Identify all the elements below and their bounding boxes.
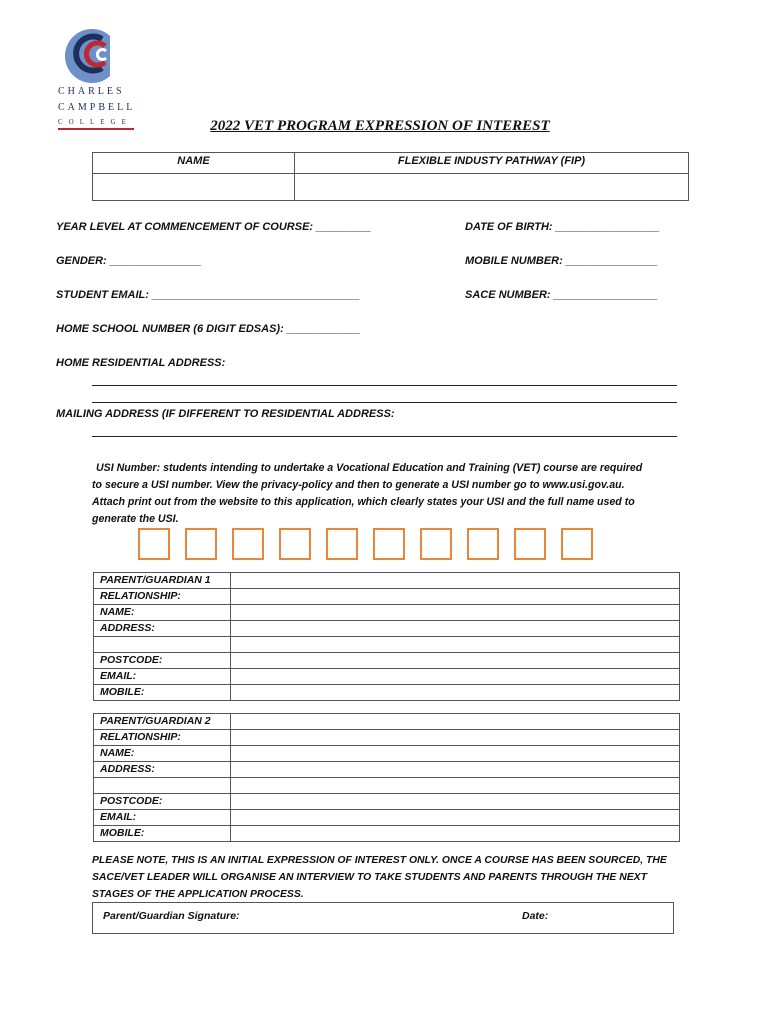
guardian-2-email-input[interactable] bbox=[230, 810, 679, 826]
home-address-line-1[interactable] bbox=[92, 385, 677, 386]
guardian-2-heading: PARENT/GUARDIAN 2 bbox=[94, 714, 231, 730]
guardian-2-heading-value[interactable] bbox=[230, 714, 679, 730]
name-header: NAME bbox=[93, 153, 295, 174]
usi-line-1: USI Number: students intending to undertake a Vocational Education and Training (VET) course are required bbox=[96, 462, 643, 474]
guardian-1-address-extra bbox=[94, 637, 231, 653]
guardian-2-mobile-label: MOBILE: bbox=[94, 826, 231, 842]
guardian-1-relationship-input[interactable] bbox=[230, 589, 679, 605]
college-logo bbox=[58, 22, 138, 132]
eoi-note bbox=[92, 852, 692, 903]
usi-box-6[interactable] bbox=[373, 528, 405, 560]
student-email-field[interactable]: STUDENT EMAIL: __________________________________ bbox=[56, 289, 360, 301]
signature-label: Parent/Guardian Signature: bbox=[103, 910, 240, 922]
note-line-3: STAGES OF THE APPLICATION PROCESS. bbox=[92, 889, 304, 900]
note-line-1: PLEASE NOTE, THIS IS AN INITIAL EXPRESSION OF INTEREST ONLY. ONCE A COURSE HAS BEEN SOURCED, THE bbox=[92, 855, 667, 866]
guardian-2-address-input[interactable] bbox=[230, 762, 679, 778]
guardian-1-postcode-input[interactable] bbox=[230, 653, 679, 669]
guardian-1-heading: PARENT/GUARDIAN 1 bbox=[94, 573, 231, 589]
guardian-2-address-label: ADDRESS: bbox=[94, 762, 231, 778]
guardian-1-email-label: EMAIL: bbox=[94, 669, 231, 685]
year-level-field[interactable]: YEAR LEVEL AT COMMENCEMENT OF COURSE: _________ bbox=[56, 221, 372, 233]
signature-box[interactable] bbox=[92, 902, 674, 934]
mobile-field[interactable]: MOBILE NUMBER: _______________ bbox=[465, 255, 658, 267]
sace-field[interactable]: SACE NUMBER: _________________ bbox=[465, 289, 658, 301]
usi-box-3[interactable] bbox=[232, 528, 264, 560]
gender-field[interactable]: GENDER: _______________ bbox=[56, 255, 202, 267]
usi-box-1[interactable] bbox=[138, 528, 170, 560]
guardian-2-postcode-label: POSTCODE: bbox=[94, 794, 231, 810]
guardian-1-heading-value[interactable] bbox=[230, 573, 679, 589]
usi-box-9[interactable] bbox=[514, 528, 546, 560]
usi-box-8[interactable] bbox=[467, 528, 499, 560]
fip-input-cell[interactable] bbox=[295, 174, 689, 201]
dob-field[interactable]: DATE OF BIRTH: _________________ bbox=[465, 221, 660, 233]
usi-box-7[interactable] bbox=[420, 528, 452, 560]
guardian-2-relationship-input[interactable] bbox=[230, 730, 679, 746]
usi-boxes bbox=[138, 528, 598, 564]
mailing-address-label: MAILING ADDRESS (IF DIFFERENT TO RESIDENTIAL ADDRESS: bbox=[56, 408, 395, 420]
logo-line-3: COLLEGE bbox=[58, 118, 132, 126]
logo-emblem-icon bbox=[62, 22, 110, 84]
name-fip-table bbox=[92, 152, 689, 201]
guardian-2-mobile-input[interactable] bbox=[230, 826, 679, 842]
guardian-1-name-label: NAME: bbox=[94, 605, 231, 621]
guardian-1-table bbox=[93, 572, 680, 701]
mailing-address-line[interactable] bbox=[92, 436, 677, 437]
fip-header: FLEXIBLE INDUSTY PATHWAY (FIP) bbox=[295, 153, 689, 174]
guardian-2-email-label: EMAIL: bbox=[94, 810, 231, 826]
guardian-2-address-input-2[interactable] bbox=[230, 778, 679, 794]
usi-paragraph bbox=[92, 460, 692, 528]
home-address-line-2[interactable] bbox=[92, 402, 677, 403]
home-school-field[interactable]: HOME SCHOOL NUMBER (6 DIGIT EDSAS): ____________ bbox=[56, 323, 361, 335]
usi-box-5[interactable] bbox=[326, 528, 358, 560]
guardian-1-name-input[interactable] bbox=[230, 605, 679, 621]
guardian-1-mobile-input[interactable] bbox=[230, 685, 679, 701]
date-label: Date: bbox=[522, 910, 549, 922]
guardian-1-email-input[interactable] bbox=[230, 669, 679, 685]
usi-box-2[interactable] bbox=[185, 528, 217, 560]
guardian-2-name-input[interactable] bbox=[230, 746, 679, 762]
logo-line-1: CHARLES bbox=[58, 86, 125, 97]
guardian-2-postcode-input[interactable] bbox=[230, 794, 679, 810]
logo-line-2: CAMPBELL bbox=[58, 102, 136, 113]
guardian-2-table bbox=[93, 713, 680, 842]
usi-line-2: to secure a USI number. View the privacy-policy and then to generate a USI number go to www.usi.gov.au. bbox=[92, 479, 625, 491]
guardian-1-address-input-2[interactable] bbox=[230, 637, 679, 653]
guardian-2-relationship-label: RELATIONSHIP: bbox=[94, 730, 231, 746]
usi-box-10[interactable] bbox=[561, 528, 593, 560]
home-address-label: HOME RESIDENTIAL ADDRESS: bbox=[56, 357, 226, 369]
guardian-1-relationship-label: RELATIONSHIP: bbox=[94, 589, 231, 605]
page-title: 2022 VET PROGRAM EXPRESSION OF INTEREST bbox=[210, 118, 550, 134]
guardian-2-name-label: NAME: bbox=[94, 746, 231, 762]
usi-line-4: generate the USI. bbox=[92, 513, 179, 525]
note-line-2: SACE/VET LEADER WILL ORGANISE AN INTERVIEW TO TAKE STUDENTS AND PARENTS THROUGH THE NEXT bbox=[92, 872, 647, 883]
name-input-cell[interactable] bbox=[93, 174, 295, 201]
guardian-1-address-input[interactable] bbox=[230, 621, 679, 637]
guardian-1-mobile-label: MOBILE: bbox=[94, 685, 231, 701]
usi-box-4[interactable] bbox=[279, 528, 311, 560]
guardian-1-postcode-label: POSTCODE: bbox=[94, 653, 231, 669]
guardian-1-address-label: ADDRESS: bbox=[94, 621, 231, 637]
usi-line-3: Attach print out from the website to this application, which clearly states your USI and the full name used to bbox=[92, 496, 635, 508]
guardian-2-address-extra bbox=[94, 778, 231, 794]
